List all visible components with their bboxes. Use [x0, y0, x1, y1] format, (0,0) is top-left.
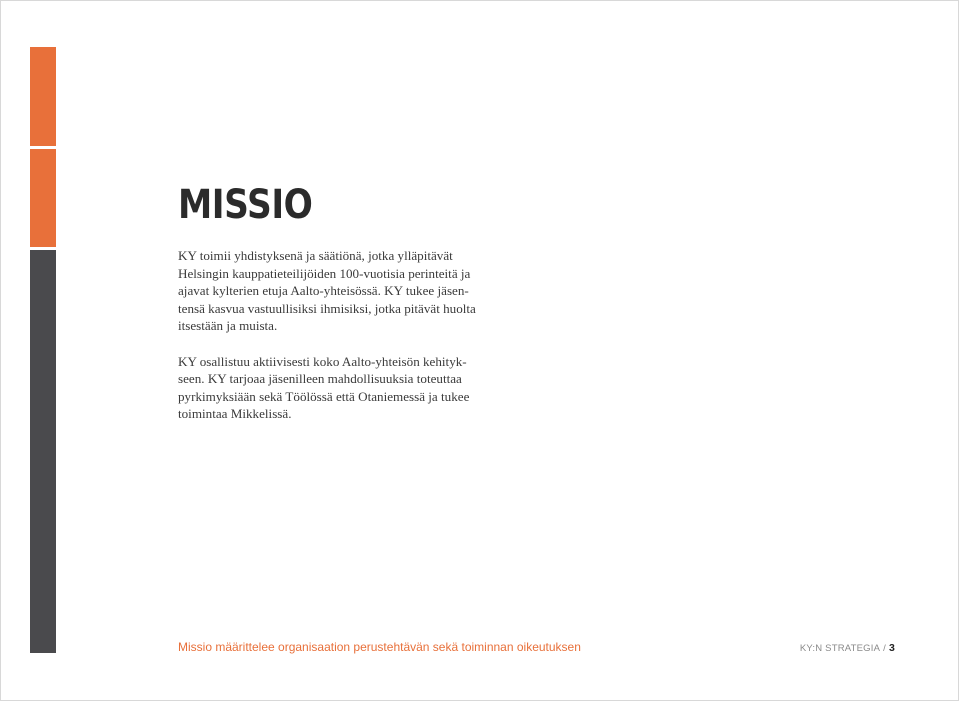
- body-text: [178, 247, 478, 423]
- page-footer: [800, 642, 895, 654]
- paragraph-2: [178, 353, 478, 423]
- line: itsestään ja muista.: [178, 318, 278, 334]
- line: Helsingin kauppatieteilijöiden 100-vuotisia perinteitä ja: [178, 265, 471, 281]
- footer-caption: Missio määrittelee organisaation perustehtävän sekä toiminnan oikeutuksen: [178, 640, 581, 654]
- accent-bar-top: [30, 47, 56, 146]
- footer-separator: /: [883, 643, 886, 654]
- line: toimintaa Mikkelissä.: [178, 406, 292, 422]
- line: ajavat kylterien etuja Aalto-yhteisössä. KY tukee jäsen-: [178, 283, 469, 299]
- line: tensä kasvua vastuullisiksi ihmisiksi, jotka pitävät huolta: [178, 300, 476, 316]
- line: seen. KY tarjoaa jäsenilleen mahdollisuuksia toteuttaa: [178, 371, 462, 387]
- page-title: MISSIO: [178, 182, 313, 228]
- line: pyrkimyksiään sekä Töölössä että Otaniemessä ja tukee: [178, 388, 470, 404]
- line: KY toimii yhdistyksenä ja säätiönä, jotka ylläpitävät: [178, 248, 453, 263]
- line: KY osallistuu aktiivisesti koko Aalto-yhteisön kehityk-: [178, 353, 467, 369]
- page-number: 3: [888, 642, 895, 654]
- accent-bar-middle: [30, 149, 56, 247]
- paragraph-1: [178, 247, 478, 335]
- section-label: KY:N STRATEGIA: [799, 643, 881, 654]
- dark-bar: [30, 250, 56, 653]
